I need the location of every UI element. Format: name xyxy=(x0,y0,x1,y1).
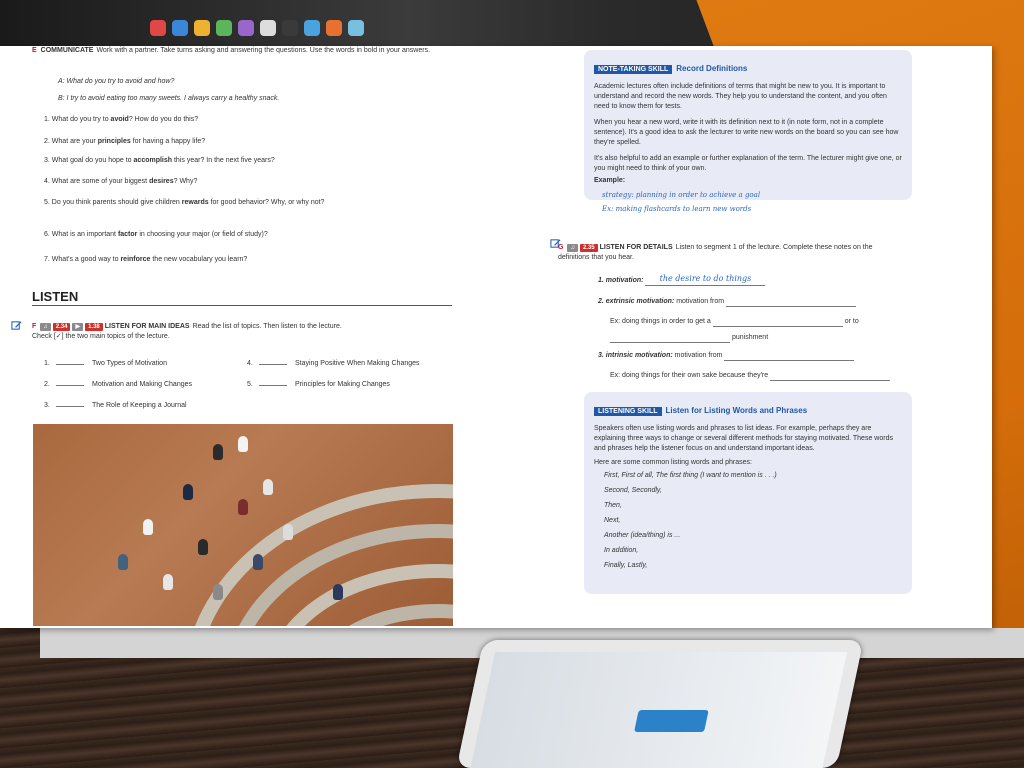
divider xyxy=(32,305,452,306)
pencil-icon xyxy=(11,320,22,331)
example-a: A: What do you try to avoid and how? xyxy=(58,78,175,85)
listen-heading: LISTEN xyxy=(32,289,79,304)
note-2-punishment: punishment xyxy=(610,332,768,343)
dock-icons xyxy=(150,20,400,42)
answer-line[interactable]: the desire to do things xyxy=(645,274,765,286)
students-photo xyxy=(33,424,453,626)
topic-item[interactable]: 1. Two Types of Motivation xyxy=(44,360,167,367)
question-item: 4. What are some of your biggest desires? Why? xyxy=(44,178,198,185)
video-icon: ▶ xyxy=(72,323,83,331)
question-item: 7. What's a good way to reinforce the new vocabulary you learn? xyxy=(44,256,248,263)
topic-item[interactable]: 4. Staying Positive When Making Changes xyxy=(247,360,420,367)
video-track-badge[interactable]: 1.38 xyxy=(85,323,103,331)
note-2-example: Ex: doing things in order to get a or to xyxy=(610,318,859,325)
question-item: 2. What are your principles for having a happy life? xyxy=(44,138,206,145)
note-1: 1. motivation: the desire to do things xyxy=(598,274,765,286)
check-blank[interactable] xyxy=(259,385,287,386)
audio-track-badge[interactable]: 2.35 xyxy=(580,244,598,252)
skill-title: Listen for Listing Words and Phrases xyxy=(665,406,808,415)
activity-f-header: F ♫ 2.34 ▶ 1.38 LISTEN FOR MAIN IDEAS Read the list of topics. Then listen to the lecture. Check [✓] the two main topics of the lecture. xyxy=(32,323,342,340)
note-2: 2. extrinsic motivation: motivation from xyxy=(598,296,856,307)
question-item: 5. Do you think parents should give children rewards for good behavior? Why, or why not? xyxy=(44,199,325,206)
check-blank[interactable] xyxy=(56,364,84,365)
check-blank[interactable] xyxy=(259,364,287,365)
answer-line[interactable] xyxy=(724,350,854,361)
answer-line[interactable] xyxy=(770,370,890,381)
answer-line[interactable] xyxy=(713,316,843,327)
activity-e-header: E COMMUNICATE Work with a partner. Take turns asking and answering the questions. Use the words in bold in your answers. xyxy=(32,47,431,54)
audio-icon: ♫ xyxy=(567,244,578,252)
activity-g-header: G ♫ 2.35 LISTEN FOR DETAILS Listen to segment 1 of the lecture. Complete these notes on the definitions that you hear. xyxy=(558,244,873,261)
question-item: 6. What is an important factor in choosing your major (or field of study)? xyxy=(44,231,268,238)
skill-title: Record Definitions xyxy=(676,64,748,73)
check-blank[interactable] xyxy=(56,406,84,407)
example-b: B: I try to avoid eating too many sweets. I always carry a healthy snack. xyxy=(58,95,280,102)
audio-track-badge[interactable]: 2.34 xyxy=(53,323,71,331)
note-3-example: Ex: doing things for their own sake because they're xyxy=(610,370,890,381)
textbook-page xyxy=(0,46,992,628)
question-item: 3. What goal do you hope to accomplish this year? In the next five years? xyxy=(44,157,275,164)
topic-item[interactable]: 2. Motivation and Making Changes xyxy=(44,381,193,388)
note-3: 3. intrinsic motivation: motivation from xyxy=(598,350,854,361)
check-blank[interactable] xyxy=(56,385,84,386)
answer-line[interactable] xyxy=(726,296,856,307)
note-taking-skill-box: NOTE-TAKING SKILL Record Definitions Academic lectures often include definitions of terms that might be new to you. It is important to understand and record the new words. They help you to understand the content, and you often need to know them for tests. When you hear a new word, write it with its definition next to it (in note form, not in a complete sentence). It's a good idea to ask the lecturer to write new words on the board so you can see how they're spelled. It's also helpful to add an example or further explanation of the term. The lecturer might give one, or you might need to think of your own. Example: strategy: planning in order to achieve a goal Ex: making flashcards to learn new words xyxy=(584,50,912,200)
question-item: 1. What do you try to avoid? How do you do this? xyxy=(44,116,199,123)
skill-tag: LISTENING SKILL xyxy=(594,407,662,416)
listing-phrases: First, First of all, The first thing (I want to mention is . . .) Second, Secondly, Then, Next, Another (idea/thing) is ... In addition, Finally, Lastly, xyxy=(604,472,777,569)
listening-skill-box: LISTENING SKILL Listen for Listing Words and Phrases Speakers often use listing words and phrases to list ideas. For example, perhaps they are explaining three ways to change or several different methods for staying motivated. These words and phrases help the listener focus on and understand important ideas. Here are some common listing words and phrases: First, First of all, The first thing (I want to mention is . . .) Second, Secondly, Then, Next, Another (idea/thing) is ... In addition, Finally, Lastly, xyxy=(584,392,912,594)
background-tablet xyxy=(456,640,863,768)
audio-icon: ♫ xyxy=(40,323,51,331)
topic-item[interactable]: 5. Principles for Making Changes xyxy=(247,381,390,388)
answer-line[interactable] xyxy=(610,332,730,343)
skill-tag: NOTE-TAKING SKILL xyxy=(594,65,672,74)
topic-item[interactable]: 3. The Role of Keeping a Journal xyxy=(44,402,187,409)
